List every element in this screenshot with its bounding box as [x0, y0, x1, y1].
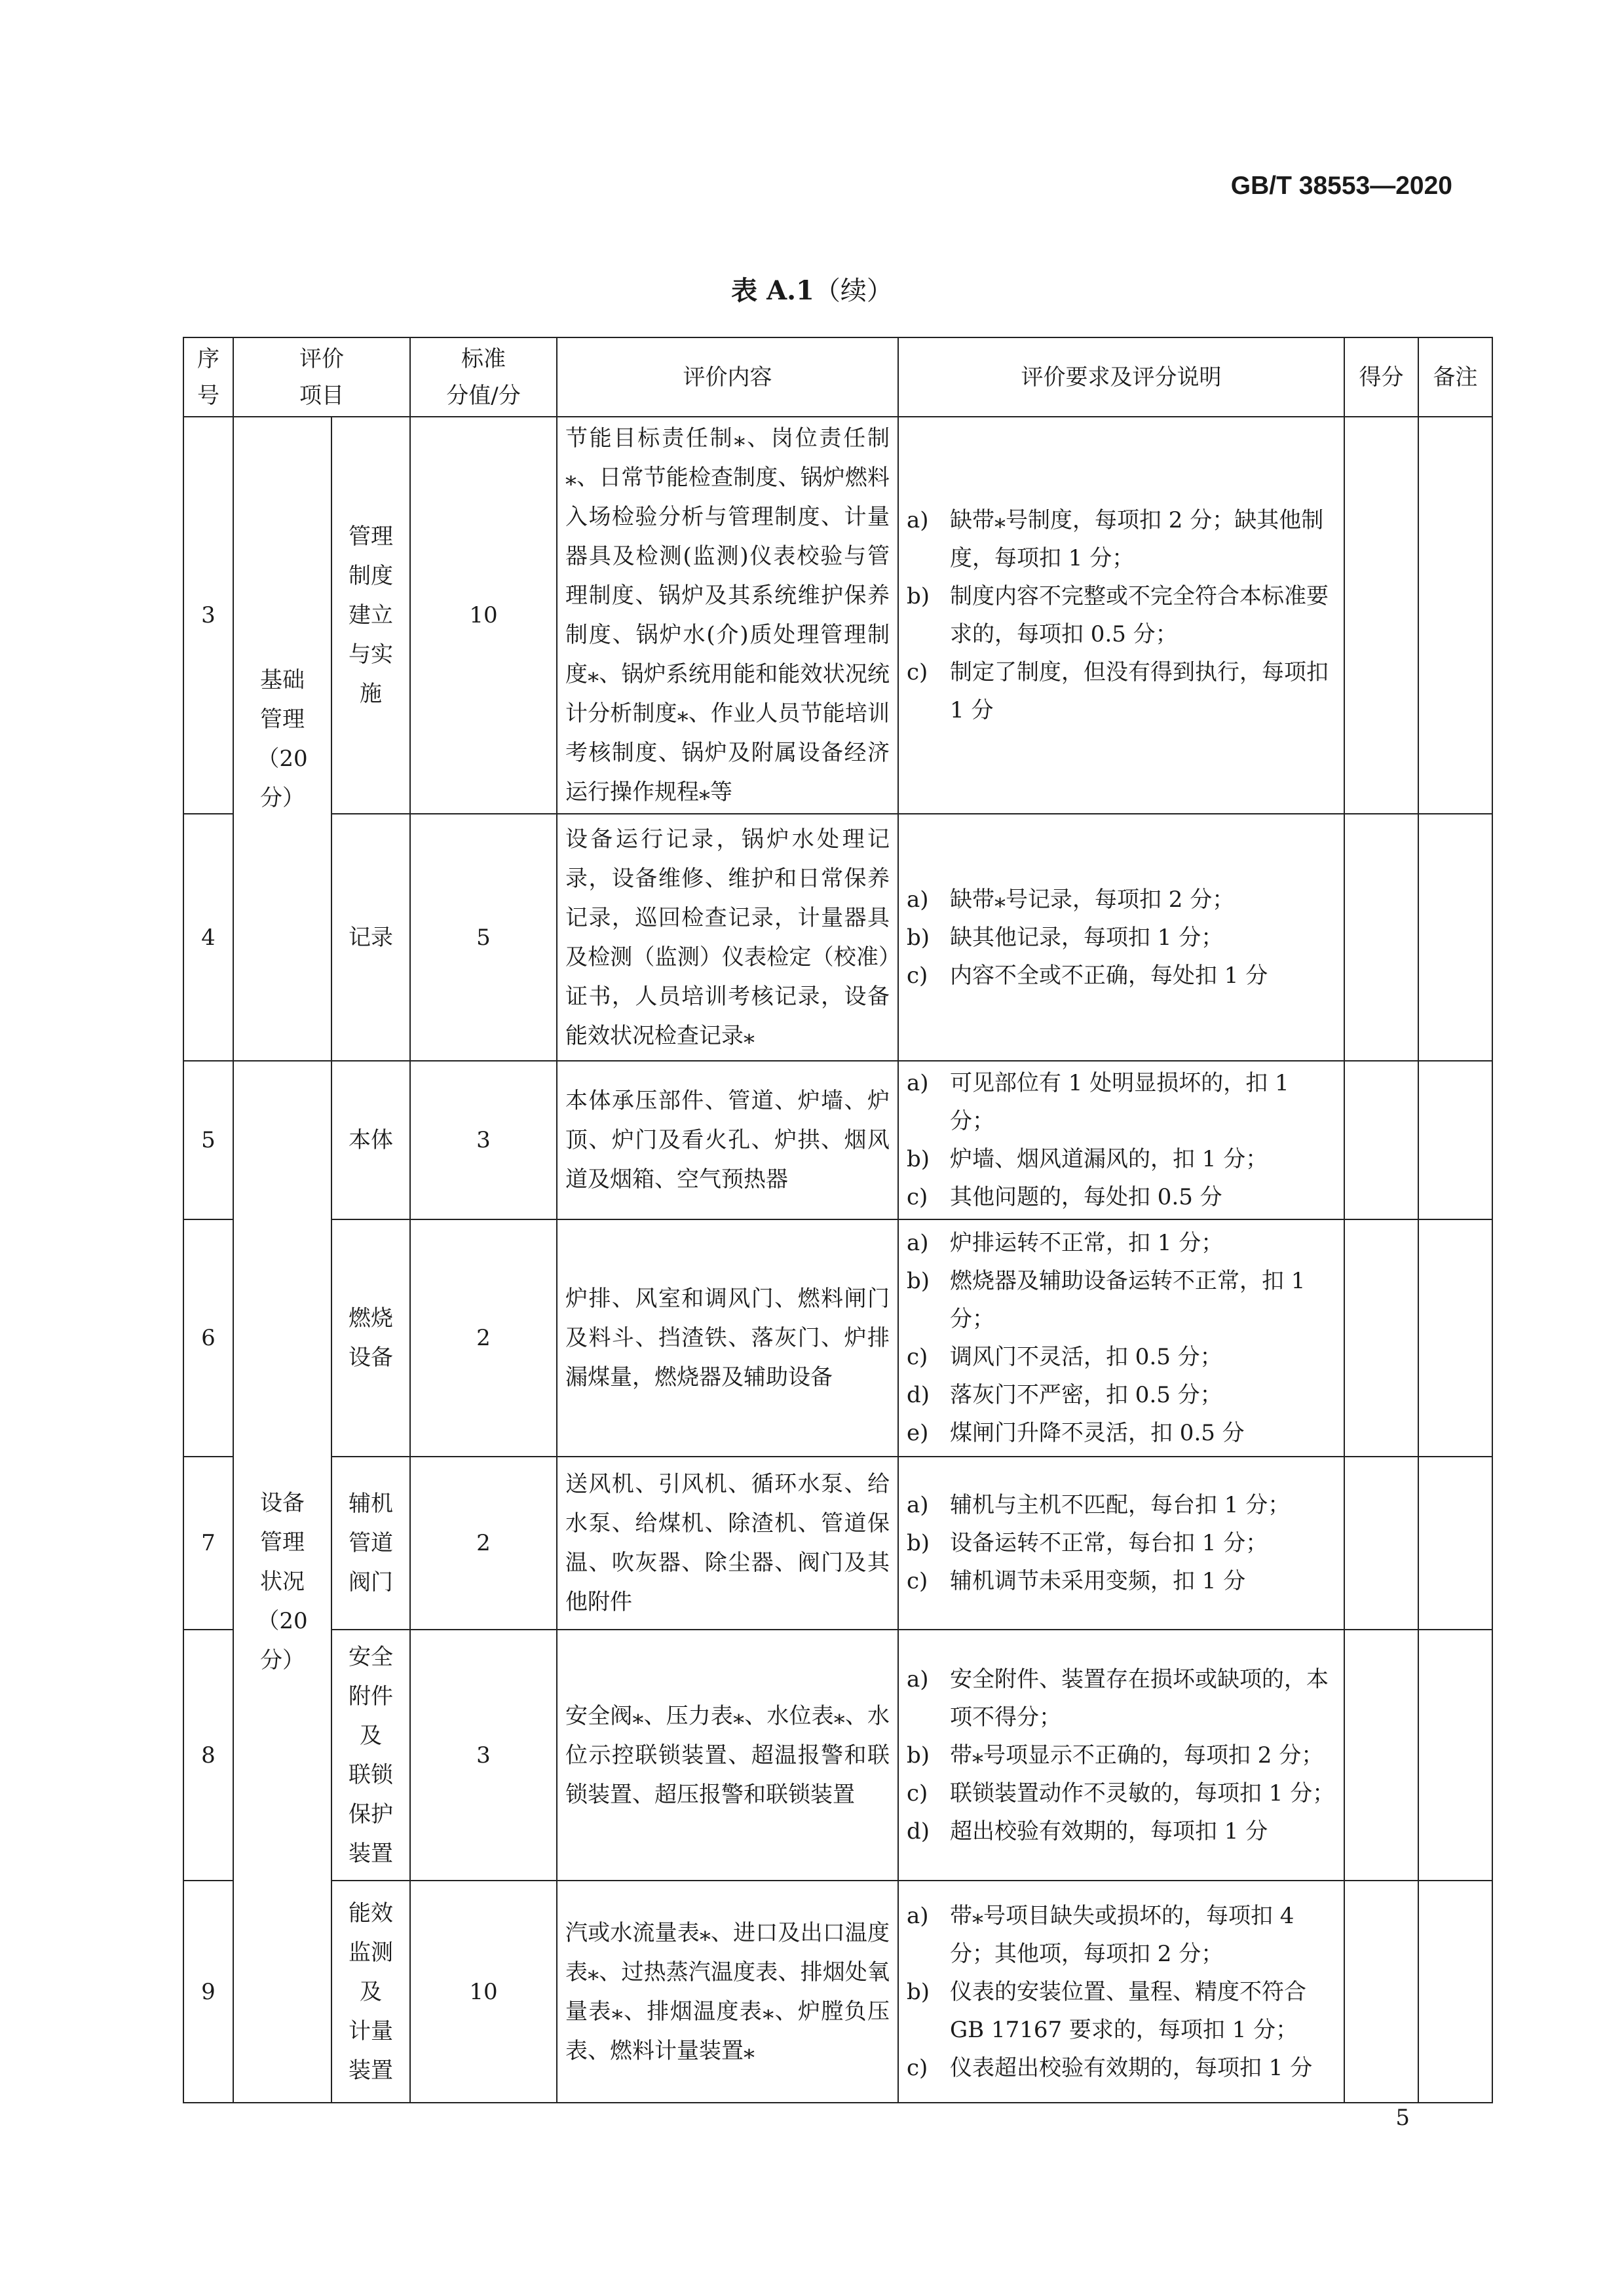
score-cell[interactable]	[1344, 814, 1418, 1061]
requirement-item	[907, 1064, 1336, 1140]
requirement-label: b)	[907, 1146, 930, 1172]
score-cell[interactable]	[1344, 1630, 1418, 1881]
requirement-text: 炉排运转不正常，扣 1 分；	[950, 1230, 1224, 1256]
standard-score: 10	[410, 417, 557, 814]
standard-score: 2	[410, 1219, 557, 1457]
evaluation-content: 炉排、风室和调风门、燃料闸门及料斗、挡渣铁、落灰门、炉排漏煤量，燃烧器及辅助设备	[557, 1219, 898, 1457]
requirement-item	[907, 1338, 1336, 1376]
table-title	[0, 270, 1624, 307]
requirement-text: 仪表的安装位置、量程、精度不符合 GB 17167 要求的，每项扣 1 分；	[950, 1978, 1306, 2043]
requirement-label: e)	[907, 1420, 929, 1446]
requirement-label: b)	[907, 583, 930, 609]
standard-score: 5	[410, 814, 557, 1061]
row-number: 9	[183, 1881, 233, 2103]
requirement-text: 制定了制度，但没有得到执行，每项扣 1 分	[950, 659, 1329, 723]
requirement-item	[907, 1660, 1336, 1736]
standard-score: 2	[410, 1457, 557, 1630]
requirement-item	[907, 653, 1336, 729]
requirement-text: 辅机与主机不匹配，每台扣 1 分；	[950, 1492, 1291, 1518]
score-cell[interactable]	[1344, 417, 1418, 814]
sub-item: 记录	[331, 814, 410, 1061]
col-header-score: 标准 分值/分	[410, 337, 557, 417]
requirement-label: a)	[907, 1666, 929, 1693]
requirement-label: d)	[907, 1818, 930, 1845]
requirement-text: 燃烧器及辅助设备运转不正常，扣 1 分；	[950, 1268, 1306, 1332]
requirement-item	[907, 1524, 1336, 1562]
requirement-label: b)	[907, 924, 930, 951]
row-number: 4	[183, 814, 233, 1061]
requirement-label: c)	[907, 962, 928, 989]
requirement-item	[907, 957, 1336, 995]
page-number: 5	[1395, 2105, 1410, 2131]
requirement-text: 设备运转不正常，每台扣 1 分；	[950, 1530, 1268, 1556]
requirement-item	[907, 1414, 1336, 1452]
evaluation-content: 本体承压部件、管道、炉墙、炉顶、炉门及看火孔、炉拱、烟风道及烟箱、空气预热器	[557, 1061, 898, 1219]
standard-code: GB/T 38553—2020	[1230, 172, 1452, 200]
requirement-item	[907, 1376, 1336, 1414]
requirement-item	[907, 1736, 1336, 1774]
sub-item: 燃烧 设备	[331, 1219, 410, 1457]
evaluation-content: 节能目标责任制⁎、岗位责任制⁎、日常节能检查制度、锅炉燃料入场检验分析与管理制度、计量器具及检测(监测)仪表校验与管理制度、锅炉及其系统维护保养制度、锅炉水(介)质处理管理制度⁎、锅炉系统用能和能效状况统计分析制度⁎、作业人员节能培训考核制度、锅炉及附属设备经济运行操作规程⁎等	[557, 417, 898, 814]
sub-item: 安全 附件 及 联锁 保护 装置	[331, 1630, 410, 1881]
evaluation-requirement	[898, 1219, 1344, 1457]
requirement-text: 落灰门不严密，扣 0.5 分；	[950, 1382, 1222, 1408]
row-number: 7	[183, 1457, 233, 1630]
col-header-content: 评价内容	[557, 337, 898, 417]
col-header-item: 评价 项目	[233, 337, 410, 417]
score-cell[interactable]	[1344, 1061, 1418, 1219]
evaluation-content: 设备运行记录，锅炉水处理记录，设备维修、维护和日常保养记录，巡回检查记录，计量器具及检测（监测）仪表检定（校准）证书，人员培训考核记录，设备能效状况检查记录⁎	[557, 814, 898, 1061]
table-row	[183, 1457, 1492, 1630]
requirement-label: b)	[907, 1530, 930, 1556]
requirement-label: c)	[907, 1780, 928, 1807]
requirement-item	[907, 1774, 1336, 1812]
standard-score: 3	[410, 1630, 557, 1881]
requirement-label: a)	[907, 1070, 929, 1096]
evaluation-requirement	[898, 1061, 1344, 1219]
note-cell[interactable]	[1418, 1630, 1492, 1881]
requirement-text: 缺其他记录，每项扣 1 分；	[950, 924, 1224, 951]
table-row	[183, 1881, 1492, 2103]
requirement-text: 炉墙、烟风道漏风的，扣 1 分；	[950, 1146, 1268, 1172]
requirement-text: 调风门不灵活，扣 0.5 分；	[950, 1344, 1222, 1370]
note-cell[interactable]	[1418, 417, 1492, 814]
evaluation-requirement	[898, 417, 1344, 814]
requirement-label: c)	[907, 659, 928, 685]
row-number: 8	[183, 1630, 233, 1881]
requirement-label: c)	[907, 1344, 928, 1370]
requirement-text: 可见部位有 1 处明显损坏的，扣 1 分；	[950, 1070, 1289, 1134]
table-title-label: 表 A.1	[731, 275, 814, 306]
requirement-label: c)	[907, 2054, 928, 2081]
standard-score: 3	[410, 1061, 557, 1219]
group-category: 设备 管理 状况 （20 分）	[233, 1061, 331, 2103]
requirement-item	[907, 501, 1336, 577]
requirement-text: 其他问题的，每处扣 0.5 分	[950, 1184, 1222, 1210]
col-header-requirement: 评价要求及评分说明	[898, 337, 1344, 417]
requirement-label: a)	[907, 1230, 929, 1256]
evaluation-content: 汽或水流量表⁎、进口及出口温度表⁎、过热蒸汽温度表、排烟处氧量表⁎、排烟温度表⁎、炉膛负压表、燃料计量装置⁎	[557, 1881, 898, 2103]
evaluation-content: 安全阀⁎、压力表⁎、水位表⁎、水位示控联锁装置、超温报警和联锁装置、超压报警和联锁装置	[557, 1630, 898, 1881]
requirement-label: c)	[907, 1184, 928, 1210]
group-category: 基础 管理 （20 分）	[233, 417, 331, 1061]
col-header-got: 得分	[1344, 337, 1418, 417]
sub-item: 管理 制度 建立 与实 施	[331, 417, 410, 814]
requirement-item	[907, 577, 1336, 653]
note-cell[interactable]	[1418, 814, 1492, 1061]
requirement-label: a)	[907, 886, 929, 913]
score-cell[interactable]	[1344, 1881, 1418, 2103]
note-cell[interactable]	[1418, 1881, 1492, 2103]
table-title-suffix: （续）	[814, 276, 893, 306]
requirement-item	[907, 1812, 1336, 1850]
requirement-item	[907, 919, 1336, 957]
evaluation-content: 送风机、引风机、循环水泵、给水泵、给煤机、除渣机、管道保温、吹灰器、除尘器、阀门及其他附件	[557, 1457, 898, 1630]
evaluation-requirement	[898, 1630, 1344, 1881]
requirement-label: b)	[907, 1742, 930, 1769]
score-cell[interactable]	[1344, 1219, 1418, 1457]
requirement-item	[907, 881, 1336, 919]
evaluation-requirement	[898, 814, 1344, 1061]
table-row	[183, 1630, 1492, 1881]
requirement-label: a)	[907, 507, 929, 533]
evaluation-requirement	[898, 1457, 1344, 1630]
col-header-seq: 序 号	[183, 337, 233, 417]
requirement-text: 缺带⁎号制度，每项扣 2 分；缺其他制度，每项扣 1 分；	[950, 507, 1324, 571]
requirement-item	[907, 1140, 1336, 1178]
requirement-item	[907, 1224, 1336, 1262]
standard-score: 10	[410, 1881, 557, 2103]
table-row	[183, 1219, 1492, 1457]
requirement-text: 联锁装置动作不灵敏的，每项扣 1 分；	[950, 1780, 1335, 1807]
requirement-item	[907, 1262, 1336, 1338]
requirement-label: a)	[907, 1492, 929, 1518]
requirement-text: 安全附件、装置存在损坏或缺项的，本项不得分；	[950, 1666, 1329, 1731]
evaluation-table	[183, 337, 1493, 2103]
sub-item: 能效 监测 及 计量 装置	[331, 1881, 410, 2103]
requirement-text: 制度内容不完整或不完全符合本标准要求的，每项扣 0.5 分；	[950, 583, 1329, 647]
requirement-text: 缺带⁎号记录，每项扣 2 分；	[950, 886, 1235, 913]
requirement-text: 辅机调节未采用变频，扣 1 分	[950, 1568, 1246, 1594]
col-header-note: 备注	[1418, 337, 1492, 417]
requirement-item	[907, 1178, 1336, 1216]
requirement-label: b)	[907, 1978, 930, 2005]
evaluation-requirement	[898, 1881, 1344, 2103]
requirement-item	[907, 2049, 1336, 2087]
sub-item: 本体	[331, 1061, 410, 1219]
requirement-text: 带⁎号项显示不正确的，每项扣 2 分；	[950, 1742, 1324, 1769]
note-cell[interactable]	[1418, 1457, 1492, 1630]
requirement-label: d)	[907, 1382, 930, 1408]
note-cell[interactable]	[1418, 1061, 1492, 1219]
requirement-item	[907, 1973, 1336, 2049]
table-row	[183, 1061, 1492, 1219]
requirement-text: 仪表超出校验有效期的，每项扣 1 分	[950, 2054, 1313, 2081]
note-cell[interactable]	[1418, 1219, 1492, 1457]
row-number: 3	[183, 417, 233, 814]
requirement-text: 带⁎号项目缺失或损坏的，每项扣 4 分；其他项，每项扣 2 分；	[950, 1902, 1294, 1967]
table-row	[183, 417, 1492, 814]
score-cell[interactable]	[1344, 1457, 1418, 1630]
requirement-label: b)	[907, 1268, 930, 1294]
requirement-text: 内容不全或不正确，每处扣 1 分	[950, 962, 1268, 989]
requirement-text: 超出校验有效期的，每项扣 1 分	[950, 1818, 1268, 1845]
requirement-item	[907, 1897, 1336, 1973]
requirement-text: 煤闸门升降不灵活，扣 0.5 分	[950, 1420, 1245, 1446]
table-header-row	[183, 337, 1492, 417]
table-row	[183, 814, 1492, 1061]
row-number: 6	[183, 1219, 233, 1457]
row-number: 5	[183, 1061, 233, 1219]
requirement-label: c)	[907, 1568, 928, 1594]
sub-item: 辅机 管道 阀门	[331, 1457, 410, 1630]
requirement-item	[907, 1562, 1336, 1600]
requirement-item	[907, 1486, 1336, 1524]
requirement-label: a)	[907, 1902, 929, 1929]
